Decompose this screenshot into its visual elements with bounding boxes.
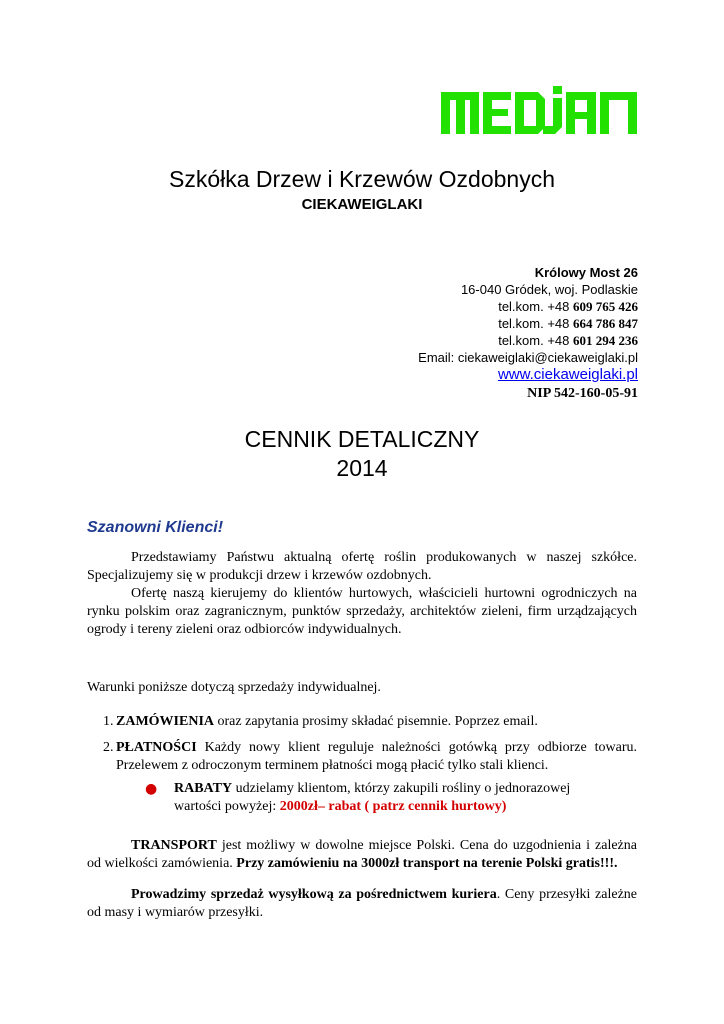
document-title: CENNIK DETALICZNY xyxy=(244,426,480,452)
conditions-intro: Warunki poniższe dotyczą sprzedaży indywidualnej. xyxy=(87,680,381,695)
discount-heading: RABATY xyxy=(174,781,233,796)
document-year: 2014 xyxy=(336,455,388,481)
phone-prefix: tel.kom. +48 xyxy=(498,299,573,314)
list-item-orders xyxy=(116,713,637,731)
list-item-heading: ZAMÓWIENIA xyxy=(116,714,215,729)
website-link[interactable]: www.ciekaweiglaki.pl xyxy=(497,366,638,383)
logo-text: MEDJAN xyxy=(441,86,446,87)
address-phone-3 xyxy=(498,333,638,349)
address-email: Email: ciekaweiglaki@ciekaweiglaki.pl xyxy=(418,350,638,365)
list-number: 1. xyxy=(103,714,114,729)
list-item-text: Każdy nowy klient reguluje należności gotówką przy odbiorze towaru. Przelewem z odroczonym terminem płatności mogą płacić tylko stali klienci. xyxy=(116,740,637,773)
discount-item xyxy=(174,780,614,816)
phone-number: 609 765 426 xyxy=(573,299,638,314)
phone-number: 601 294 236 xyxy=(573,333,638,348)
transport-heading: TRANSPORT xyxy=(131,838,217,853)
list-item-text: oraz zapytania prosimy składać pisemnie. Poprzez email. xyxy=(214,714,538,729)
logo-letters xyxy=(441,86,637,134)
list-item-heading: PŁATNOŚCI xyxy=(116,740,197,755)
discount-highlight: 2000zł– rabat ( patrz cennik hurtowy) xyxy=(279,799,507,814)
phone-number: 664 786 847 xyxy=(573,316,638,331)
greeting: Szanowni Klienci! xyxy=(87,519,224,536)
transport-text: jest możliwy w dowolne miejsce Polski. Cena do uzgodnienia i zależna od wielkości zamówienia. xyxy=(87,838,637,871)
intro-paragraph-2: Ofertę naszą kierujemy do klientów hurtowych, właścicieli hurtowni ogrodniczych na rynku polskim oraz zagranicznym, punktów sprzedaży, architektów zieleni, firm urządzających ogrody i tereny zieleni oraz odbiorców indywidualnych. xyxy=(87,586,637,637)
shipping-heading: Prowadzimy sprzedaż wysyłkową za pośrednictwem kuriera xyxy=(131,887,497,902)
company-subname: CIEKAWEIGLAKI xyxy=(301,196,423,213)
shipping-text: . Ceny przesyłki zależne od masy i wymiarów przesyłki. xyxy=(87,887,638,920)
list-number: 2. xyxy=(103,740,114,755)
phone-prefix: tel.kom. +48 xyxy=(498,333,573,348)
discount-text: udzielamy klientom, którzy zakupili rośliny o jednorazowej wartości powyżej: xyxy=(174,781,571,814)
address-phone-1 xyxy=(498,299,638,315)
company-name: Szkółka Drzew i Krzewów Ozdobnych xyxy=(168,166,556,192)
bullet-icon: ● xyxy=(145,781,158,797)
phone-prefix: tel.kom. +48 xyxy=(498,316,573,331)
median-logo xyxy=(441,86,637,134)
transport-free-note: Przy zamówieniu na 3000zł transport na terenie Polski gratis!!!. xyxy=(236,856,618,871)
address-street: Królowy Most 26 xyxy=(534,265,638,280)
intro-paragraph-1: Przedstawiamy Państwu aktualną ofertę roślin produkowanych w naszej szkółce. Specjalizujemy się w produkcji drzew i krzewów ozdobnych. xyxy=(87,550,637,583)
tax-id: NIP 542-160-05-91 xyxy=(527,386,638,401)
list-item-payments xyxy=(116,739,637,775)
shipping-paragraph xyxy=(87,886,637,922)
address-city: 16-040 Gródek, woj. Podlaskie xyxy=(460,282,638,297)
address-phone-2 xyxy=(498,316,638,332)
transport-paragraph xyxy=(87,837,637,873)
